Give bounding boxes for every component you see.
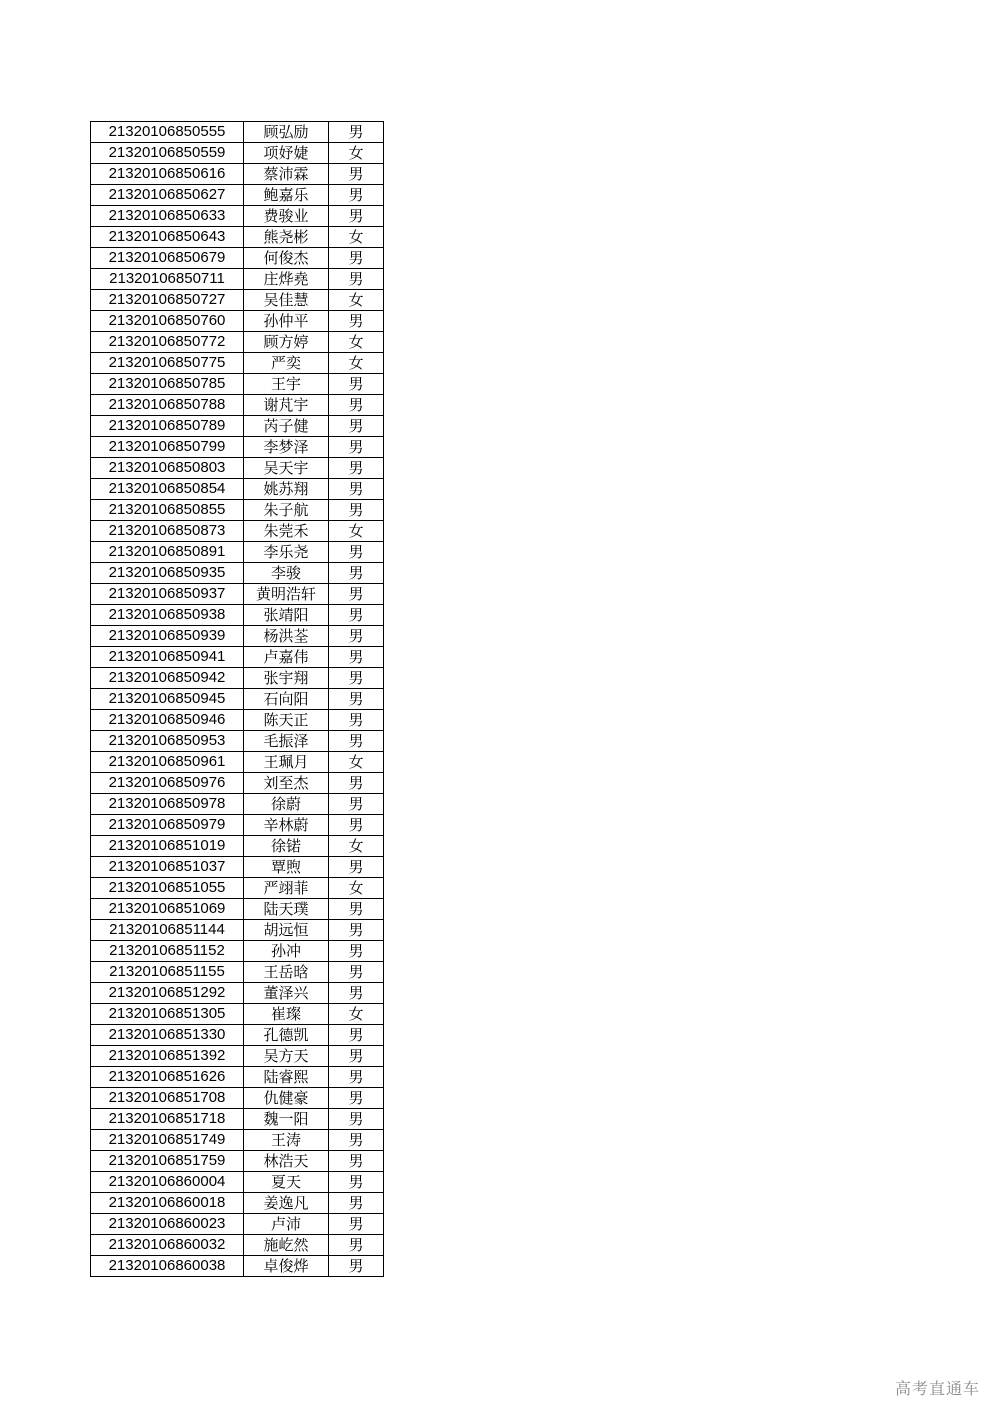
table-row: [91, 710, 384, 731]
table-row: [91, 416, 384, 437]
student-sex-cell: 男: [329, 1151, 384, 1172]
student-sex-cell: 男: [329, 857, 384, 878]
table-row: [91, 983, 384, 1004]
table-row: [91, 395, 384, 416]
student-sex-cell: 女: [329, 878, 384, 899]
table-row: [91, 1088, 384, 1109]
table-row: [91, 521, 384, 542]
student-id-cell: 21320106850772: [91, 332, 244, 353]
student-name-cell: 朱子航: [244, 500, 329, 521]
student-name-cell: 徐锘: [244, 836, 329, 857]
student-id-cell: 21320106850978: [91, 794, 244, 815]
table-row: [91, 563, 384, 584]
student-sex-cell: 男: [329, 920, 384, 941]
student-name-cell: 林浩天: [244, 1151, 329, 1172]
student-sex-cell: 男: [329, 311, 384, 332]
table-row: [91, 227, 384, 248]
student-name-cell: 项妤婕: [244, 143, 329, 164]
student-name-cell: 李骏: [244, 563, 329, 584]
student-sex-cell: 女: [329, 227, 384, 248]
student-name-cell: 胡远恒: [244, 920, 329, 941]
student-id-cell: 21320106850803: [91, 458, 244, 479]
student-name-cell: 陆天璞: [244, 899, 329, 920]
table-row: [91, 647, 384, 668]
student-name-cell: 张宇翔: [244, 668, 329, 689]
table-row: [91, 1151, 384, 1172]
table-row: [91, 269, 384, 290]
student-name-cell: 吴天宇: [244, 458, 329, 479]
student-sex-cell: 男: [329, 1256, 384, 1277]
table-row: [91, 353, 384, 374]
student-id-cell: 21320106850935: [91, 563, 244, 584]
table-row: [91, 1130, 384, 1151]
table-row: [91, 668, 384, 689]
table-row: [91, 374, 384, 395]
student-name-cell: 王岳晗: [244, 962, 329, 983]
student-sex-cell: 男: [329, 542, 384, 563]
table-row: [91, 878, 384, 899]
student-sex-cell: 女: [329, 836, 384, 857]
student-id-cell: 21320106851392: [91, 1046, 244, 1067]
student-name-cell: 吴方天: [244, 1046, 329, 1067]
student-sex-cell: 男: [329, 1130, 384, 1151]
student-name-cell: 徐蔚: [244, 794, 329, 815]
student-name-cell: 陆睿熙: [244, 1067, 329, 1088]
student-name-cell: 顾方婷: [244, 332, 329, 353]
student-name-cell: 董泽兴: [244, 983, 329, 1004]
table-row: [91, 479, 384, 500]
student-id-cell: 21320106850760: [91, 311, 244, 332]
student-sex-cell: 男: [329, 479, 384, 500]
student-sex-cell: 男: [329, 1172, 384, 1193]
table-row: [91, 1214, 384, 1235]
student-id-cell: 21320106850976: [91, 773, 244, 794]
table-row: [91, 941, 384, 962]
table-row: [91, 689, 384, 710]
student-name-cell: 刘至杰: [244, 773, 329, 794]
student-name-cell: 张靖阳: [244, 605, 329, 626]
student-id-cell: 21320106850946: [91, 710, 244, 731]
student-sex-cell: 男: [329, 1067, 384, 1088]
student-sex-cell: 男: [329, 1193, 384, 1214]
student-sex-cell: 男: [329, 437, 384, 458]
student-id-cell: 21320106850945: [91, 689, 244, 710]
student-sex-cell: 男: [329, 689, 384, 710]
student-sex-cell: 男: [329, 626, 384, 647]
student-sex-cell: 男: [329, 1109, 384, 1130]
student-sex-cell: 男: [329, 374, 384, 395]
table-row: [91, 248, 384, 269]
student-name-cell: 施屹然: [244, 1235, 329, 1256]
student-name-cell: 严翊菲: [244, 878, 329, 899]
student-name-cell: 吴佳慧: [244, 290, 329, 311]
student-name-cell: 黄明浩轩: [244, 584, 329, 605]
student-sex-cell: 女: [329, 521, 384, 542]
student-id-cell: 21320106851069: [91, 899, 244, 920]
student-id-cell: 21320106851330: [91, 1025, 244, 1046]
student-id-cell: 21320106850616: [91, 164, 244, 185]
student-name-cell: 姚苏翔: [244, 479, 329, 500]
student-sex-cell: 女: [329, 752, 384, 773]
student-name-cell: 夏天: [244, 1172, 329, 1193]
student-id-cell: 21320106850627: [91, 185, 244, 206]
student-id-cell: 21320106850788: [91, 395, 244, 416]
student-id-cell: 21320106850961: [91, 752, 244, 773]
table-row: [91, 920, 384, 941]
student-name-cell: 李梦泽: [244, 437, 329, 458]
student-id-cell: 21320106850942: [91, 668, 244, 689]
student-sex-cell: 男: [329, 164, 384, 185]
student-name-cell: 卢嘉伟: [244, 647, 329, 668]
student-name-cell: 卓俊烨: [244, 1256, 329, 1277]
student-sex-cell: 男: [329, 668, 384, 689]
student-id-cell: 21320106850555: [91, 122, 244, 143]
student-sex-cell: 男: [329, 458, 384, 479]
student-id-cell: 21320106851718: [91, 1109, 244, 1130]
table-row: [91, 962, 384, 983]
student-id-cell: 21320106850785: [91, 374, 244, 395]
table-row: [91, 605, 384, 626]
student-sex-cell: 女: [329, 332, 384, 353]
student-id-cell: 21320106851305: [91, 1004, 244, 1025]
table-row: [91, 185, 384, 206]
student-name-cell: 辛林蔚: [244, 815, 329, 836]
table-row: [91, 542, 384, 563]
student-id-cell: 21320106850559: [91, 143, 244, 164]
student-sex-cell: 男: [329, 794, 384, 815]
student-sex-cell: 男: [329, 962, 384, 983]
student-sex-cell: 男: [329, 899, 384, 920]
student-sex-cell: 男: [329, 122, 384, 143]
table-row: [91, 1172, 384, 1193]
student-id-cell: 21320106851144: [91, 920, 244, 941]
student-id-cell: 21320106850711: [91, 269, 244, 290]
student-id-cell: 21320106850953: [91, 731, 244, 752]
student-sex-cell: 男: [329, 605, 384, 626]
table-row: [91, 1235, 384, 1256]
student-sex-cell: 女: [329, 353, 384, 374]
student-sex-cell: 男: [329, 395, 384, 416]
student-id-cell: 21320106851155: [91, 962, 244, 983]
student-id-cell: 21320106850799: [91, 437, 244, 458]
student-id-cell: 21320106851292: [91, 983, 244, 1004]
student-name-cell: 崔璨: [244, 1004, 329, 1025]
table-row: [91, 311, 384, 332]
student-sex-cell: 男: [329, 1235, 384, 1256]
student-id-cell: 21320106851626: [91, 1067, 244, 1088]
student-sex-cell: 男: [329, 731, 384, 752]
table-row: [91, 290, 384, 311]
student-id-cell: 21320106850873: [91, 521, 244, 542]
student-name-cell: 严奕: [244, 353, 329, 374]
student-id-cell: 21320106860004: [91, 1172, 244, 1193]
table-row: [91, 437, 384, 458]
student-id-cell: 21320106850855: [91, 500, 244, 521]
table-row: [91, 1025, 384, 1046]
student-sex-cell: 男: [329, 185, 384, 206]
student-sex-cell: 男: [329, 1046, 384, 1067]
student-name-cell: 仇健豪: [244, 1088, 329, 1109]
student-name-cell: 芮子健: [244, 416, 329, 437]
student-sex-cell: 男: [329, 941, 384, 962]
student-id-cell: 21320106850938: [91, 605, 244, 626]
table-row: [91, 1256, 384, 1277]
table-row: [91, 143, 384, 164]
table-row: [91, 731, 384, 752]
student-sex-cell: 女: [329, 143, 384, 164]
student-id-cell: 21320106850775: [91, 353, 244, 374]
table-row: [91, 1109, 384, 1130]
student-id-cell: 21320106850854: [91, 479, 244, 500]
student-id-cell: 21320106850937: [91, 584, 244, 605]
student-id-cell: 21320106850891: [91, 542, 244, 563]
student-id-cell: 21320106860023: [91, 1214, 244, 1235]
student-sex-cell: 女: [329, 1004, 384, 1025]
student-sex-cell: 男: [329, 563, 384, 584]
student-name-cell: 毛振泽: [244, 731, 329, 752]
student-id-cell: 21320106851759: [91, 1151, 244, 1172]
table-row: [91, 815, 384, 836]
student-name-cell: 鲍嘉乐: [244, 185, 329, 206]
student-name-cell: 庄烨堯: [244, 269, 329, 290]
student-name-cell: 顾弘励: [244, 122, 329, 143]
table-row: [91, 1046, 384, 1067]
table-row: [91, 752, 384, 773]
student-sex-cell: 女: [329, 290, 384, 311]
table-row: [91, 332, 384, 353]
table-row: [91, 794, 384, 815]
student-id-cell: 21320106850941: [91, 647, 244, 668]
student-sex-cell: 男: [329, 416, 384, 437]
student-name-cell: 孔德凯: [244, 1025, 329, 1046]
student-name-cell: 陈天正: [244, 710, 329, 731]
table-row: [91, 1193, 384, 1214]
table-row: [91, 584, 384, 605]
student-name-cell: 覃煦: [244, 857, 329, 878]
student-name-cell: 何俊杰: [244, 248, 329, 269]
watermark-text: 高考直通车: [894, 1379, 980, 1398]
student-id-cell: 21320106850727: [91, 290, 244, 311]
student-id-cell: 21320106850979: [91, 815, 244, 836]
student-sex-cell: 男: [329, 815, 384, 836]
student-id-cell: 21320106851037: [91, 857, 244, 878]
student-sex-cell: 男: [329, 647, 384, 668]
student-name-cell: 卢沛: [244, 1214, 329, 1235]
student-sex-cell: 男: [329, 983, 384, 1004]
student-sex-cell: 男: [329, 1088, 384, 1109]
student-name-cell: 姜逸凡: [244, 1193, 329, 1214]
student-id-cell: 21320106851749: [91, 1130, 244, 1151]
student-sex-cell: 男: [329, 710, 384, 731]
student-name-cell: 王珮月: [244, 752, 329, 773]
student-name-cell: 魏一阳: [244, 1109, 329, 1130]
student-id-cell: 21320106851019: [91, 836, 244, 857]
student-name-cell: 熊尧彬: [244, 227, 329, 248]
student-name-cell: 孙仲平: [244, 311, 329, 332]
student-name-cell: 朱莞禾: [244, 521, 329, 542]
student-id-cell: 21320106850643: [91, 227, 244, 248]
student-sex-cell: 男: [329, 248, 384, 269]
table-row: [91, 164, 384, 185]
student-name-cell: 费骏业: [244, 206, 329, 227]
student-name-cell: 蔡沛霖: [244, 164, 329, 185]
student-table-body: [91, 122, 384, 1277]
student-id-cell: 21320106860038: [91, 1256, 244, 1277]
student-id-cell: 21320106850789: [91, 416, 244, 437]
student-name-cell: 王宇: [244, 374, 329, 395]
table-row: [91, 899, 384, 920]
student-name-cell: 杨洪荃: [244, 626, 329, 647]
student-name-cell: 谢芃宇: [244, 395, 329, 416]
student-id-cell: 21320106860032: [91, 1235, 244, 1256]
student-sex-cell: 男: [329, 500, 384, 521]
table-row: [91, 836, 384, 857]
student-table: [90, 121, 384, 1277]
student-id-cell: 21320106850939: [91, 626, 244, 647]
table-row: [91, 773, 384, 794]
table-row: [91, 122, 384, 143]
student-sex-cell: 男: [329, 584, 384, 605]
student-name-cell: 孙冲: [244, 941, 329, 962]
table-row: [91, 1067, 384, 1088]
student-name-cell: 李乐尧: [244, 542, 329, 563]
table-row: [91, 500, 384, 521]
table-row: [91, 206, 384, 227]
table-row: [91, 626, 384, 647]
student-id-cell: 21320106851055: [91, 878, 244, 899]
student-id-cell: 21320106860018: [91, 1193, 244, 1214]
student-id-cell: 21320106851152: [91, 941, 244, 962]
student-sex-cell: 男: [329, 1214, 384, 1235]
table-row: [91, 458, 384, 479]
student-id-cell: 21320106850679: [91, 248, 244, 269]
student-id-cell: 21320106850633: [91, 206, 244, 227]
student-name-cell: 石向阳: [244, 689, 329, 710]
student-name-cell: 王涛: [244, 1130, 329, 1151]
student-sex-cell: 男: [329, 206, 384, 227]
student-id-cell: 21320106851708: [91, 1088, 244, 1109]
student-sex-cell: 男: [329, 1025, 384, 1046]
table-row: [91, 857, 384, 878]
table-row: [91, 1004, 384, 1025]
student-sex-cell: 男: [329, 773, 384, 794]
student-sex-cell: 男: [329, 269, 384, 290]
